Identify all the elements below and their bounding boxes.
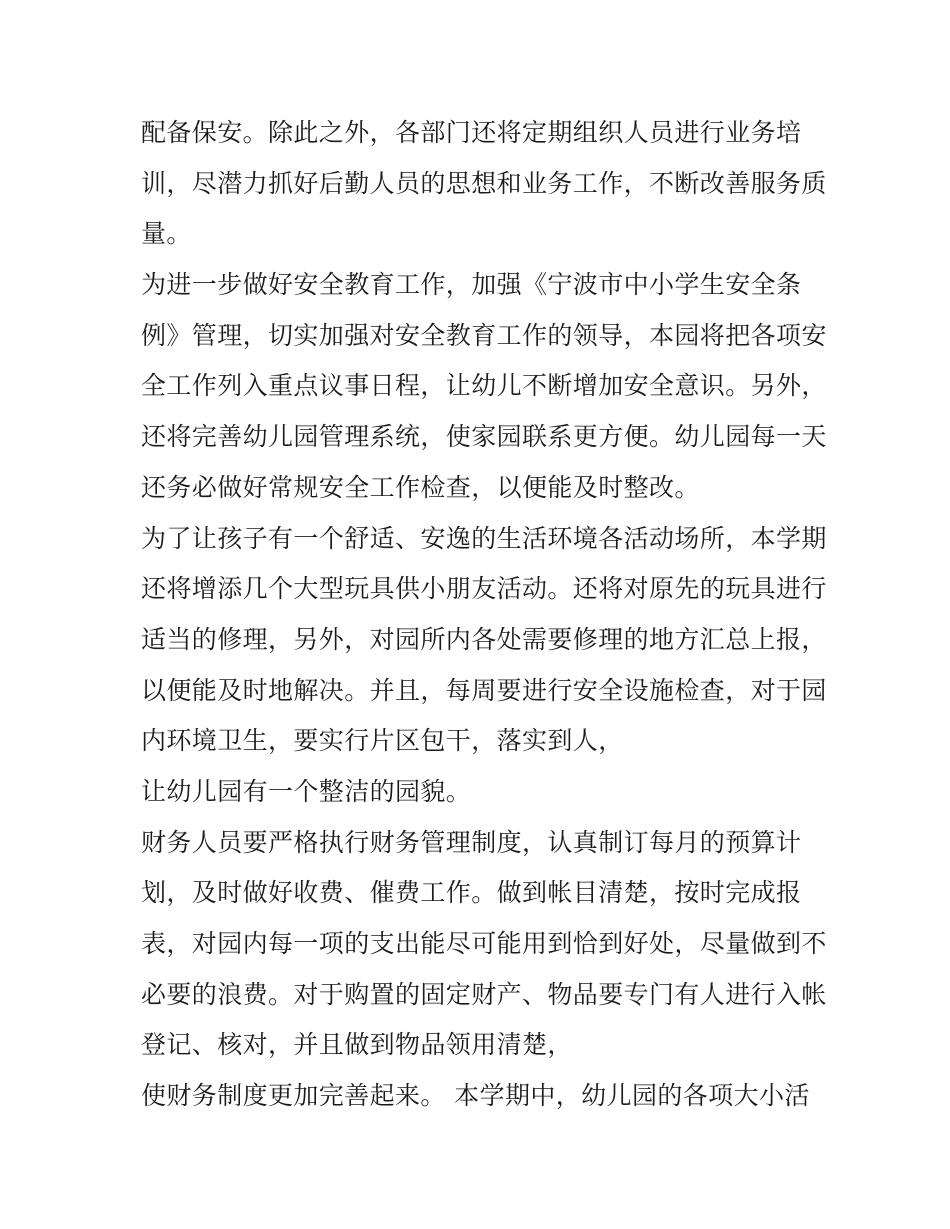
text-line: 还将增添几个大型玩具供小朋友活动。还将对原先的玩具进行	[141, 574, 827, 604]
text-line: 划，及时做好收费、催费工作。做到帐目清楚，按时完成报	[141, 878, 802, 908]
text-line: 财务人员要严格执行财务管理制度，认真制订每月的预算计	[141, 827, 802, 857]
text-line: 表，对园内每一项的支出能尽可能用到恰到好处，尽量做到不	[141, 929, 827, 958]
body-text	[141, 108, 841, 1122]
text-line: 配备保安。除此之外，各部门还将定期组织人员进行业务培	[141, 118, 802, 147]
text-line: 登记、核对，并且做到物品领用清楚，	[141, 1030, 573, 1060]
text-line: 还务必做好常规安全工作检查，以便能及时整改。	[141, 472, 700, 502]
text-line: 适当的修理，另外，对园所内各处需要修理的地方汇总上报，	[141, 624, 827, 654]
text-line: 为进一步做好安全教育工作，加强《宁波市中小学生安全条	[141, 270, 802, 300]
text-line: 还将完善幼儿园管理系统，使家园联系更方便。幼儿园每一天	[141, 422, 827, 452]
text-line: 为了让孩子有一个舒适、安逸的生活环境各活动场所，本学期	[141, 523, 827, 553]
text-line: 使财务制度更加完善起来。 本学期中，幼儿园的各项大小活	[141, 1081, 810, 1111]
text-line: 训，尽潜力抓好后勤人员的思想和业务工作，不断改善服务质	[141, 168, 827, 198]
text-line: 量。	[141, 219, 192, 249]
text-line: 内环境卫生，要实行片区包干，落实到人，	[141, 726, 624, 756]
text-line: 例》管理，切实加强对安全教育工作的领导，本园将把各项安	[141, 320, 827, 350]
text-line: 以便能及时地解决。并且，每周要进行安全设施检查，对于园	[141, 675, 827, 705]
text-line: 全工作列入重点议事日程，让幼儿不断增加安全意识。另外，	[141, 371, 827, 401]
text-line: 让幼儿园有一个整洁的园貌。	[141, 776, 472, 806]
text-line: 必要的浪费。对于购置的固定财产、物品要专门有人进行入帐	[141, 979, 827, 1009]
